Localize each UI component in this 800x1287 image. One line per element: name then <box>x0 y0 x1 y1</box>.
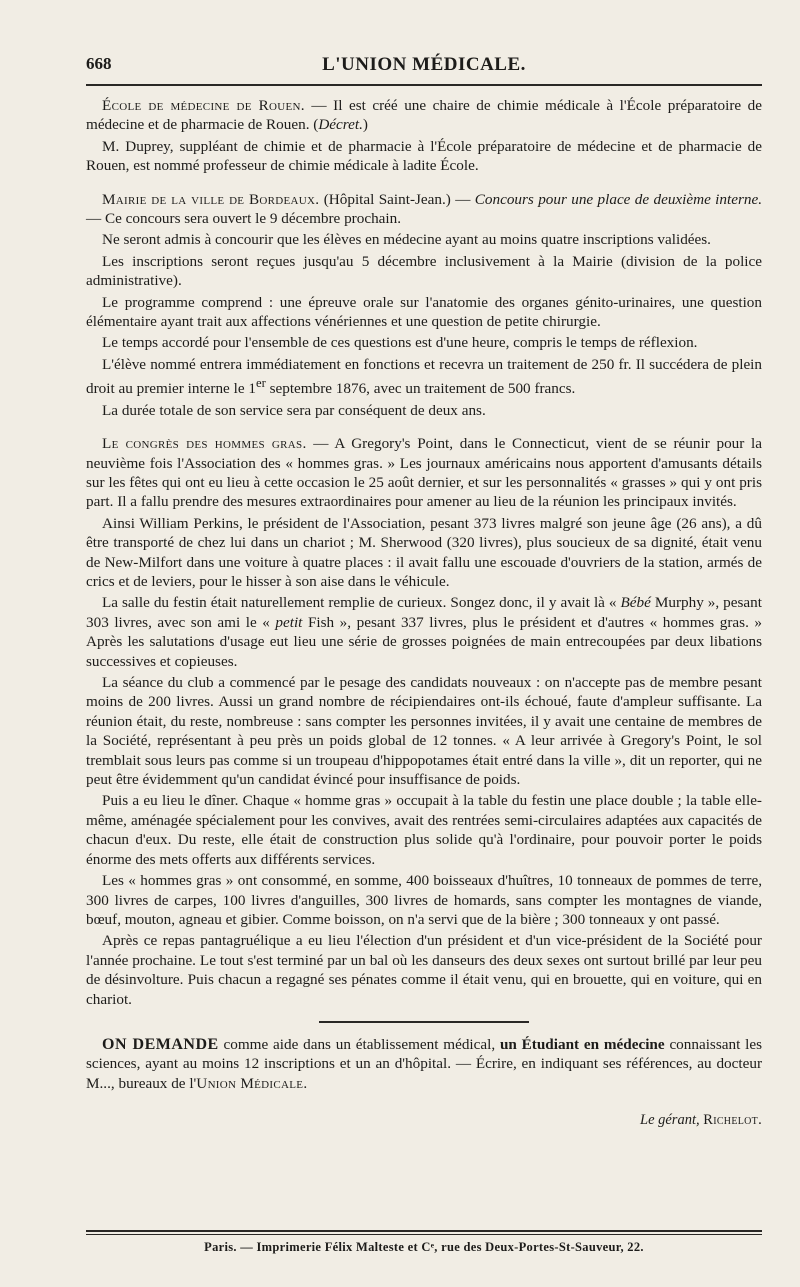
separator-rule <box>319 1021 529 1023</box>
congres-paragraph-7: Après ce repas pantagruélique a eu lieu l'élection d'un président et d'un vice-président de la Société pour l'année prochaine. Le tout s'est terminé par un bal où les danseurs des deux sexes ont surtout brillé par leur peu de désinvolture. Puis chacun a regagné ses pénates comme il était venu, qui en brouette, qui en voiture, qui en chariot. <box>86 932 762 1008</box>
congres-paragraph-3: La salle du festin était naturellement remplie de curieux. Songez donc, il y avait là « Bébé Murphy », pesant 303 livres, avec son ami le « petit Fish », pesant 337 livres, plus le président et d'autres « hommes gras. » Après les salutations d'usage eut lieu une série de grosses poignées de main entrecoupées par deux libations successives et copieuses. <box>86 594 763 670</box>
journal-title: L'UNION MÉDICALE. <box>322 54 526 75</box>
header-rule <box>86 84 762 86</box>
ad-heading: ON DEMANDE <box>102 1035 219 1053</box>
congres-paragraph-5: Puis a eu lieu le dîner. Chaque « homme gras » occupait à la table du festin une place double ; la table elle-même, aménagée spécialement pour les convives, avait des rentrées semi-circulaires adaptées aux capacités de chacun d'eux. Du reste, elle était de construction plus solide qu'à l'ordinaire, pour pouvoir porter le poids énorme des mets offerts aux différents services. <box>86 792 762 868</box>
bordeaux-paragraph-2: Ne seront admis à concourir que les élèves en médecine ayant au moins quatre inscriptions validées. <box>102 231 711 249</box>
congres-paragraph-2: Ainsi William Perkins, le président de l'Association, pesant 373 livres malgré son jeune âge (26 ans), a dû être transporté de chez lui dans un chariot ; M. Sherwood (320 livres), plus soucieux de sa dignité, était venu de New-Milfort dans une voiture à quatre places : il avait fallu une escouade d'ouvriers de la station, armés de crics et de leviers, pour le hisser à son aise dans le véhicule. <box>86 514 762 590</box>
printer-imprint: Paris. — Imprimerie Félix Malteste et Cᵉ, rue des Deux-Portes-St-Sauveur, 22. <box>204 1240 644 1254</box>
bordeaux-paragraph-3: Les inscriptions seront reçues jusqu'au 5 décembre inclusivement à la Mairie (division de la police administrative). <box>86 252 762 290</box>
bordeaux-heading: Mairie de la ville de Bordeaux. <box>102 190 320 208</box>
rouen-heading: École de médecine de Rouen. <box>102 97 305 114</box>
bordeaux-paragraph-6: L'élève nommé entrera immédiatement en fonctions et recevra un traitement de 250 fr. Il succédera de plein droit au premier interne le 1er septembre 1876, avec un traitement de 500 francs. <box>86 355 762 398</box>
bordeaux-paragraph-4: Le programme comprend : une épreuve orale sur l'anatomie des organes génito-urinaires, une question élémentaire ayant trait aux affections vénériennes et une question de petite chirurgie. <box>86 293 762 331</box>
bordeaux-paragraph-1: Mairie de la ville de Bordeaux. (Hôpital Saint-Jean.) — Concours pour une place de deuxième interne. — Ce concours sera ouvert le 9 décembre prochain. <box>86 190 762 228</box>
rouen-paragraph-1: École de médecine de Rouen. — Il est créé une chaire de chimie médicale à l'École préparatoire de médecine et de pharmacie de Rouen. (Décret.) <box>86 97 762 134</box>
congres-paragraph-6: Les « hommes gras » ont consommé, en somme, 400 boisseaux d'huîtres, 10 tonneaux de pommes de terre, 300 livres de carpes, 100 livres d'anguilles, 300 livres de homards, sans compter les montagnes de viande, bœuf, mouton, agneau et gibier. Comme boisson, on n'a servi que de la bière ; 300 tonneaux y ont passé. <box>86 872 762 928</box>
gerant-signature: Le gérant, Richelot. <box>640 1112 762 1129</box>
page-header <box>86 54 762 80</box>
congres-heading: Le congrès des hommes gras. <box>102 435 307 453</box>
article-body <box>86 96 762 1131</box>
page-number: 668 <box>86 54 112 73</box>
footer-rule-thin <box>86 1234 762 1235</box>
classified-ad: ON DEMANDE comme aide dans un établissement médical, un Étudiant en médecine connaissant les sciences, ayant au moins 12 inscriptions et un an d'hôpital. — Écrire, en indiquant ses références, au docteur M..., bureaux de l'Union Médicale. <box>86 1035 762 1092</box>
rouen-paragraph-2: M. Duprey, suppléant de chimie et de pharmacie à l'École préparatoire de médecine et de pharmacie de Rouen, est nommé professeur de chimie médicale à ladite École. <box>86 137 762 175</box>
footer-rule-thick <box>86 1230 762 1232</box>
congres-paragraph-1: Le congrès des hommes gras. — A Gregory's Point, dans le Connecticut, vient de se réunir pour la neuvième fois l'Association des « hommes gras. » Les journaux américains nous apportent d'amusants détails sur les fêtes qui ont eu lieu à cette occasion le 25 août dernier, et sur les personnalités « grasses » qui y ont pris part. Il a fallu prendre des mesures extraordinaires pour amener au lieu de la réunion les principaux invités. <box>86 435 763 511</box>
section-gap <box>86 178 762 190</box>
bordeaux-paragraph-7: La durée totale de son service sera par conséquent de deux ans. <box>102 401 486 419</box>
section-gap <box>86 422 762 434</box>
congres-paragraph-4: La séance du club a commencé par le pesage des candidats nouveaux : on n'accepte pas de membre pesant moins de 200 livres. Aussi un grand nombre de récipiendaires ont-ils échoué, faute d'ampleur suffisante. La réunion était, du reste, nombreuse : sans compter les personnes invitées, il y avait une centaine de membres de la Société, représentant à peu près un poids global de 12 tonnes. « A leur arrivée à Gregory's Point, le sol tremblait sous leurs pas comme si un troupeau d'hippopotames était entré dans la ville », dit un reporter, qui ne peut être évidemment qu'un candidat évincé pour insuffisance de poids. <box>86 674 762 789</box>
bordeaux-paragraph-5: Le temps accordé pour l'ensemble de ces questions est d'une heure, compris le temps de réflexion. <box>102 334 698 352</box>
